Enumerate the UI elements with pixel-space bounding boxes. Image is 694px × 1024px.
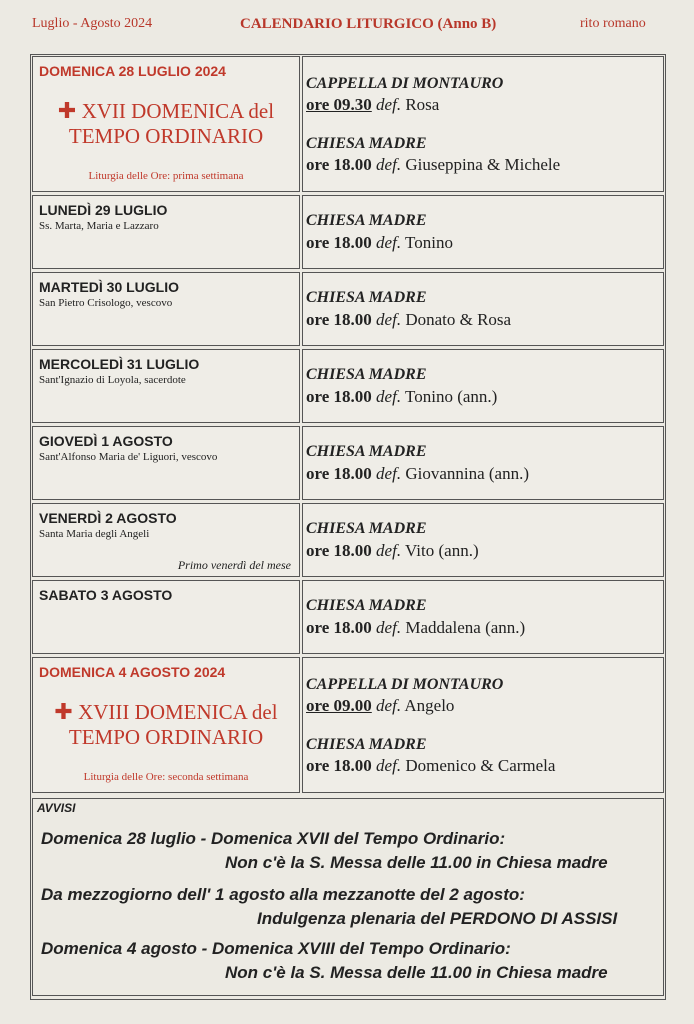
saint-name: San Pietro Crisologo, vescovo [39, 297, 173, 309]
day-cell-friday-2 [32, 503, 300, 577]
mass-line: ore 18.00 def. Maddalena (ann.) [306, 618, 526, 637]
mass-location: CHIESA MADRE [306, 736, 427, 753]
mass-cell-friday-2 [302, 503, 664, 577]
feast-title: ✚ XVII DOMENICA del [57, 99, 275, 124]
mass-location: CHIESA MADRE [306, 520, 427, 537]
day-title: DOMENICA 28 LUGLIO 2024 [39, 63, 226, 79]
mass-cell-monday-29 [302, 195, 664, 269]
day-title: VENERDÌ 2 AGOSTO [39, 510, 177, 526]
day-title: LUNEDÌ 29 LUGLIO [39, 202, 168, 218]
notice-line: Domenica 4 agosto - Domenica XVIII del Tempo Ordinario: [41, 939, 511, 958]
feast-title-2: TEMPO ORDINARIO [68, 725, 264, 749]
page-header [0, 0, 694, 50]
mass-location: CHIESA MADRE [306, 443, 427, 460]
mass-line: ore 09.30 def. Rosa [306, 95, 440, 114]
mass-line: ore 18.00 def. Donato & Rosa [306, 310, 512, 329]
notices-title: AVVISI [37, 801, 76, 815]
notice-line: Domenica 28 luglio - Domenica XVII del Tempo Ordinario: [41, 829, 506, 848]
mass-line: ore 18.00 def. Tonino [306, 233, 453, 252]
cross-icon: ✚ [54, 700, 73, 725]
first-friday-note: Primo venerdì del mese [177, 558, 291, 572]
day-cell-saturday-3 [32, 580, 300, 654]
day-title: DOMENICA 4 AGOSTO 2024 [39, 664, 226, 680]
liturgia-note: Liturgia delle Ore: seconda settimana [83, 771, 249, 783]
day-cell-thursday-1 [32, 426, 300, 500]
mass-line: ore 18.00 def. Giuseppina & Michele [306, 155, 561, 174]
day-title: SABATO 3 AGOSTO [39, 587, 173, 603]
feast-title-2: TEMPO ORDINARIO [68, 124, 264, 148]
day-title: MARTEDÌ 30 LUGLIO [39, 279, 180, 295]
saint-name: Ss. Marta, Maria e Lazzaro [39, 220, 159, 232]
mass-cell-sunday-28 [302, 56, 664, 192]
mass-location: CHIESA MADRE [306, 289, 427, 306]
day-cell-tuesday-30 [32, 272, 300, 346]
notice-line: Non c'è la S. Messa delle 11.00 in Chiesa madre [225, 963, 608, 982]
mass-line: ore 18.00 def. Vito (ann.) [306, 541, 479, 560]
day-cell-sunday-28 [32, 56, 300, 192]
header-rite: rito romano [580, 16, 646, 31]
saint-name: Santa Maria degli Angeli [39, 528, 150, 540]
notice-line: Non c'è la S. Messa delle 11.00 in Chiesa madre [225, 853, 608, 872]
mass-location: CHIESA MADRE [306, 135, 427, 152]
day-cell-wednesday-31 [32, 349, 300, 423]
mass-location: CAPPELLA DI MONTAURO [306, 676, 504, 693]
liturgia-note: Liturgia delle Ore: prima settimana [88, 170, 244, 182]
mass-location: CHIESA MADRE [306, 366, 427, 383]
day-cell-sunday-4 [32, 657, 300, 793]
mass-line: ore 09.00 def. Angelo [306, 696, 455, 715]
header-period: Luglio - Agosto 2024 [32, 16, 153, 31]
mass-line: ore 18.00 def. Domenico & Carmela [306, 756, 556, 775]
saint-name: Sant'Alfonso Maria de' Liguori, vescovo [39, 451, 218, 463]
feast-title: ✚ XVIII DOMENICA del [54, 700, 278, 725]
day-cell-monday-29 [32, 195, 300, 269]
mass-cell-thursday-1 [302, 426, 664, 500]
mass-cell-wednesday-31 [302, 349, 664, 423]
saint-name: Sant'Ignazio di Loyola, sacerdote [39, 374, 186, 386]
notice-line: Indulgenza plenaria del PERDONO DI ASSISI [257, 909, 618, 928]
mass-cell-tuesday-30 [302, 272, 664, 346]
day-title: MERCOLEDÌ 31 LUGLIO [39, 356, 200, 372]
mass-cell-sunday-4 [302, 657, 664, 793]
mass-location: CAPPELLA DI MONTAURO [306, 75, 504, 92]
mass-line: ore 18.00 def. Tonino (ann.) [306, 387, 498, 406]
mass-location: CHIESA MADRE [306, 597, 427, 614]
cross-icon: ✚ [57, 99, 77, 124]
mass-line: ore 18.00 def. Giovannina (ann.) [306, 464, 530, 483]
mass-location: CHIESA MADRE [306, 212, 427, 229]
notice-line: Da mezzogiorno dell' 1 agosto alla mezzanotte del 2 agosto: [41, 885, 525, 904]
mass-cell-saturday-3 [302, 580, 664, 654]
notices-box [32, 798, 664, 996]
day-title: GIOVEDÌ 1 AGOSTO [39, 433, 173, 449]
header-title: CALENDARIO LITURGICO (Anno B) [240, 16, 497, 32]
